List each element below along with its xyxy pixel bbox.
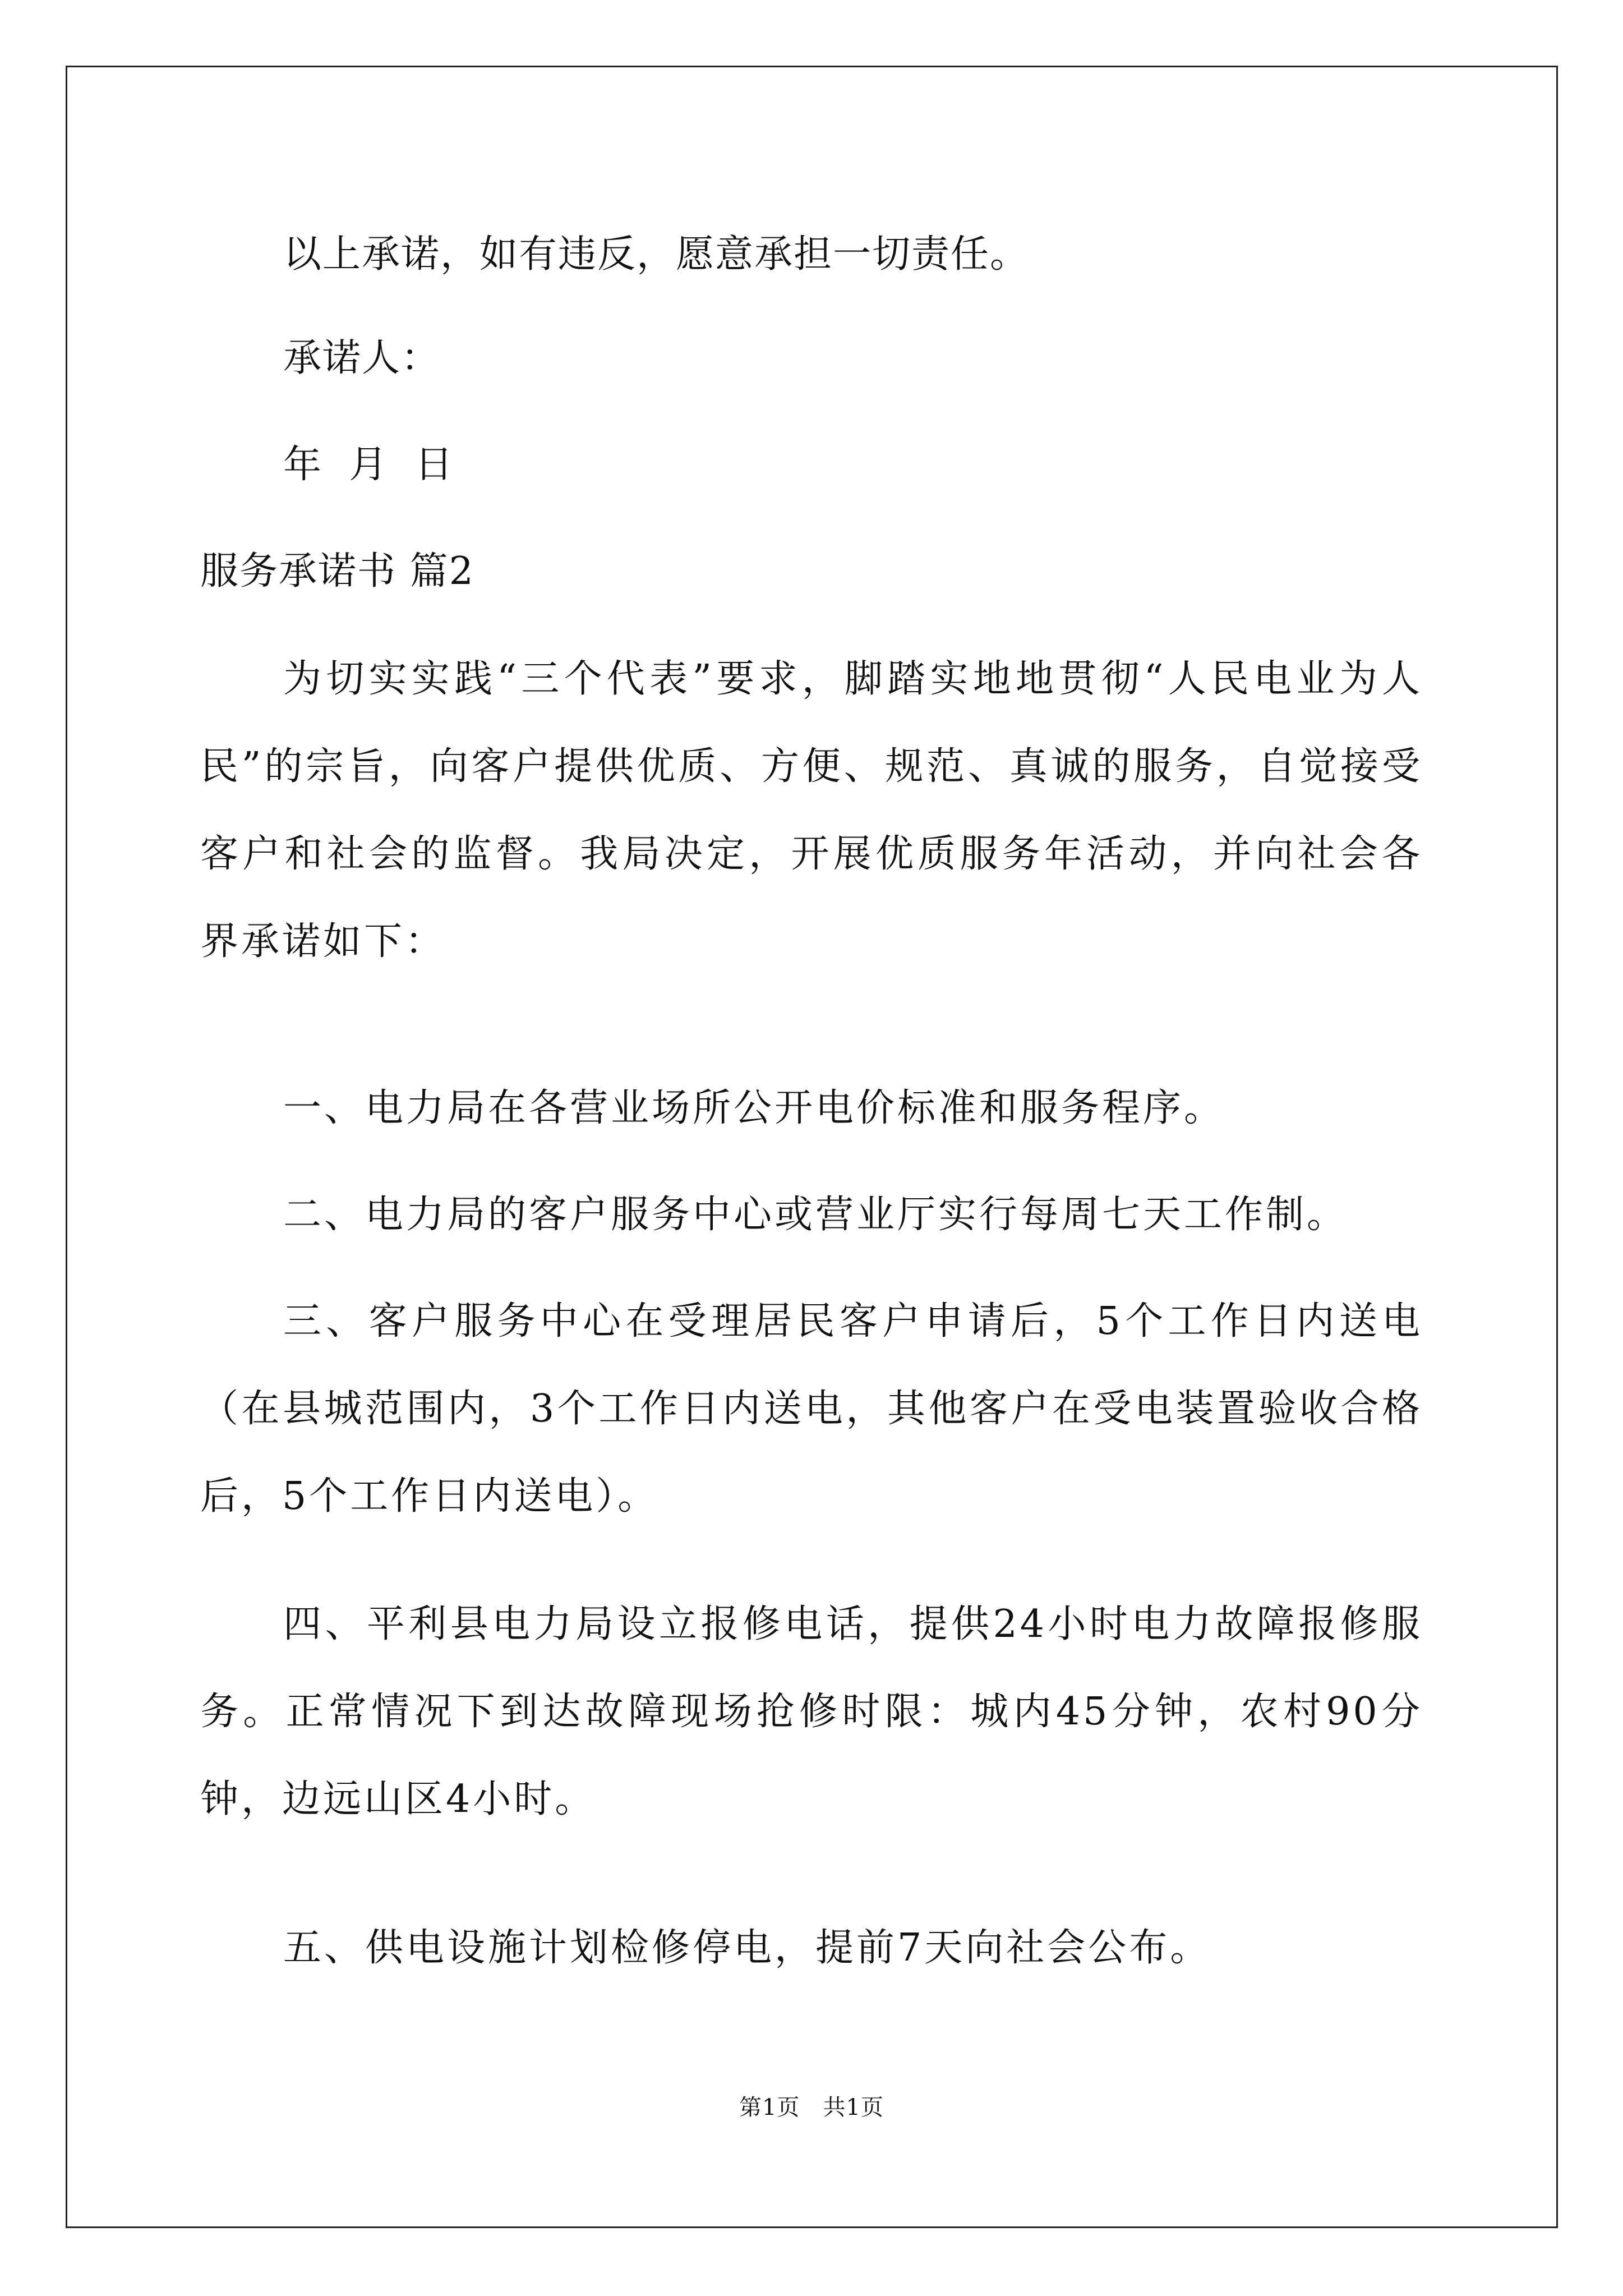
section-title: 服务承诺书 篇2 xyxy=(200,549,474,593)
page-number-footer: 第1页 共1页 xyxy=(739,2095,884,2120)
commitment-item-2: 二、电力局的客户服务中心或营业厅实行每周七天工作制。 xyxy=(283,1193,1348,1237)
commitment-item-1: 一、电力局在各营业场所公开电价标准和服务程序。 xyxy=(283,1086,1225,1130)
signer-label: 承诺人： xyxy=(283,336,441,380)
commitment-item-3: 三、客户服务中心在受理居民客户申请后，5个工作日内送电（在县城范围内，3个工作日内送电，其他客户在受电装置验收合格后，5个工作日内送电）。 xyxy=(200,1299,1423,1519)
commit-line: 以上承诺，如有违反，愿意承担一切责任。 xyxy=(283,232,1030,277)
commitment-item-4: 四、平利县电力局设立报修电话，提供24小时电力故障报修服务。正常情况下到达故障现场抢修时限：城内45分钟，农村90分钟，边远山区4小时。 xyxy=(200,1602,1423,1821)
intro-paragraph: 为切实实践“三个代表”要求，脚踏实地地贯彻“人民电业为人民”的宗旨，向客户提供优质、方便、规范、真诚的服务，自觉接受客户和社会的监督。我局决定，开展优质服务年活动，并向社会各界承诺如下： xyxy=(200,657,1423,964)
date-placeholder: 年 月 日 xyxy=(283,443,454,487)
commitment-item-5: 五、供电设施计划检修停电，提前7天向社会公布。 xyxy=(283,1926,1211,1970)
